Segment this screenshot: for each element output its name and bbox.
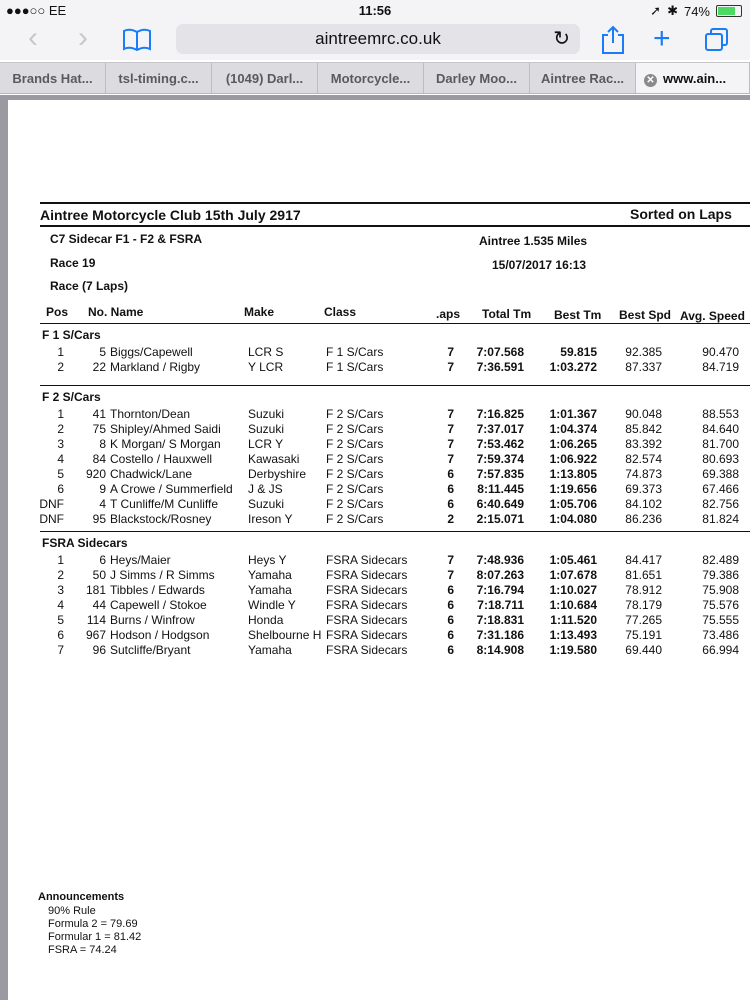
cell-total-time: 8:14.908 <box>476 643 524 657</box>
cell-make: Suzuki <box>248 422 285 436</box>
tab-darley-moor[interactable]: Darley Moo... <box>424 63 530 93</box>
cell-class: F 1 S/Cars <box>326 360 384 374</box>
cell-best-time: 1:04.374 <box>549 422 597 436</box>
race-laps: Race (7 Laps) <box>50 279 129 293</box>
clock: 11:56 <box>358 3 392 18</box>
cell-pos: 3 <box>57 583 64 597</box>
cell-pos: 7 <box>57 643 64 657</box>
cell-rider-name: Shipley/Ahmed Saidi <box>110 422 221 436</box>
cell-car-number: 5 <box>99 345 106 359</box>
cell-rider-name: Thornton/Dean <box>110 407 191 421</box>
cell-total-time: 7:16.825 <box>476 407 524 421</box>
cell-car-number: 95 <box>92 512 106 526</box>
forward-icon[interactable]: › <box>78 21 88 54</box>
cell-best-speed: 78.912 <box>625 583 662 597</box>
cell-make: Suzuki <box>248 497 285 511</box>
cell-best-time: 1:06.265 <box>549 437 597 451</box>
cell-class: F 2 S/Cars <box>326 407 384 421</box>
cell-best-speed: 75.191 <box>625 628 662 642</box>
cell-best-speed: 69.373 <box>625 482 662 496</box>
header-best-speed: Best Spd <box>619 308 672 322</box>
cell-best-speed: 82.574 <box>625 452 662 466</box>
cell-laps: 7 <box>447 568 454 582</box>
race-datetime: 15/07/2017 16:13 <box>492 258 587 272</box>
cell-avg-speed: 84.719 <box>702 360 739 374</box>
share-icon[interactable] <box>600 25 626 55</box>
cell-total-time: 7:18.711 <box>477 598 524 612</box>
cell-best-time: 1:05.706 <box>549 497 597 511</box>
cell-make: Yamaha <box>248 568 292 582</box>
location-icon: ➚ <box>650 3 662 18</box>
cell-best-time: 1:03.272 <box>549 360 597 374</box>
cell-class: F 2 S/Cars <box>326 497 384 511</box>
cell-avg-speed: 66.994 <box>702 643 739 657</box>
battery-percent: 74% <box>683 3 710 19</box>
cell-car-number: 6 <box>99 553 106 567</box>
cell-car-number: 96 <box>92 643 106 657</box>
group-title: FSRA Sidecars <box>42 536 128 550</box>
cell-best-time: 1:06.922 <box>549 452 597 466</box>
cell-car-number: 8 <box>99 437 106 451</box>
sort-label: Sorted on Laps <box>630 206 732 222</box>
cell-laps: 7 <box>447 345 454 359</box>
cell-best-speed: 90.048 <box>625 407 662 421</box>
cell-avg-speed: 84.640 <box>702 422 739 436</box>
cell-avg-speed: 75.576 <box>702 598 739 612</box>
cell-best-speed: 86.236 <box>625 512 662 526</box>
announcement-line: Formular 1 = 81.42 <box>48 931 142 943</box>
tab-motorcycle[interactable]: Motorcycle... <box>318 63 424 93</box>
cell-car-number: 967 <box>85 628 106 642</box>
tab-brands-hatch[interactable]: Brands Hat... <box>0 63 106 93</box>
header-pos: Pos <box>46 305 69 319</box>
announcements-title: Announcements <box>38 891 125 903</box>
cell-best-time: 1:19.656 <box>549 482 597 496</box>
cell-best-time: 1:10.684 <box>549 598 597 612</box>
tab-strip <box>0 62 750 94</box>
cell-avg-speed: 81.824 <box>702 512 739 526</box>
cell-best-time: 1:04.080 <box>549 512 597 526</box>
cell-make: Ireson Y <box>248 512 293 526</box>
cell-pos: 2 <box>57 568 64 582</box>
cell-class: FSRA Sidecars <box>326 628 408 642</box>
cell-rider-name: Biggs/Capewell <box>110 345 193 359</box>
cell-laps: 7 <box>447 437 454 451</box>
status-bar <box>0 0 750 20</box>
cell-pos: DNF <box>39 497 64 511</box>
cell-pos: 5 <box>57 467 64 481</box>
header-total-time: Total Tm <box>482 307 532 321</box>
cell-total-time: 8:07.263 <box>476 568 524 582</box>
cell-rider-name: Blackstock/Rosney <box>110 512 212 526</box>
browser-toolbar <box>0 20 750 60</box>
cell-best-time: 1:13.805 <box>549 467 597 481</box>
cell-car-number: 920 <box>85 467 106 481</box>
cell-car-number: 114 <box>86 613 106 627</box>
header-class: Class <box>324 305 357 319</box>
cell-total-time: 8:11.445 <box>477 482 524 496</box>
page-viewport[interactable] <box>0 95 750 1000</box>
tab-tsl-timing[interactable]: tsl-timing.c... <box>106 63 212 93</box>
cell-laps: 6 <box>447 628 454 642</box>
cell-avg-speed: 82.489 <box>702 553 739 567</box>
cell-pos: 2 <box>57 422 64 436</box>
cell-best-time: 1:11.520 <box>550 613 597 627</box>
new-tab-icon[interactable]: + <box>653 22 671 55</box>
cell-best-speed: 74.873 <box>625 467 662 481</box>
cell-laps: 7 <box>447 407 454 421</box>
cell-laps: 6 <box>447 643 454 657</box>
cell-rider-name: Sutcliffe/Bryant <box>110 643 191 657</box>
cell-total-time: 7:37.017 <box>476 422 524 436</box>
header-no-name: No. Name <box>88 305 144 319</box>
cell-total-time: 7:31.186 <box>476 628 524 642</box>
cell-class: F 2 S/Cars <box>326 512 384 526</box>
cell-best-time: 1:10.027 <box>549 583 597 597</box>
cell-pos: DNF <box>39 512 64 526</box>
cell-rider-name: J Simms / R Simms <box>110 568 215 582</box>
cell-avg-speed: 69.388 <box>702 467 739 481</box>
cell-car-number: 4 <box>99 497 106 511</box>
cell-make: Honda <box>248 613 284 627</box>
announcement-line: 90% Rule <box>48 905 96 917</box>
race-class: C7 Sidecar F1 - F2 & FSRA <box>50 232 203 246</box>
cell-laps: 2 <box>447 512 454 526</box>
announcement-line: FSRA = 74.24 <box>48 944 117 956</box>
cell-total-time: 7:16.794 <box>476 583 524 597</box>
cell-avg-speed: 88.553 <box>702 407 739 421</box>
cell-pos: 1 <box>57 345 64 359</box>
cell-avg-speed: 90.470 <box>702 345 739 359</box>
cell-make: Windle Y <box>248 598 296 612</box>
cell-laps: 7 <box>447 422 454 436</box>
cell-pos: 4 <box>57 452 64 466</box>
reload-icon[interactable]: ↻ <box>553 28 570 50</box>
cell-laps: 7 <box>447 360 454 374</box>
cell-best-speed: 69.440 <box>625 643 662 657</box>
cell-class: FSRA Sidecars <box>326 598 408 612</box>
cell-best-speed: 92.385 <box>625 345 662 359</box>
cell-best-speed: 81.651 <box>625 568 662 582</box>
cell-best-speed: 78.179 <box>625 598 662 612</box>
cell-laps: 7 <box>447 452 454 466</box>
race-number: Race 19 <box>50 256 96 270</box>
cell-total-time: 7:36.591 <box>476 360 524 374</box>
back-icon[interactable]: ‹ <box>28 21 38 54</box>
cell-make: Derbyshire <box>248 467 307 481</box>
cell-avg-speed: 75.908 <box>702 583 739 597</box>
active-tab-label: www.ain... <box>663 71 727 86</box>
cell-make: Heys Y <box>248 553 287 567</box>
cell-car-number: 181 <box>85 583 106 597</box>
cell-class: FSRA Sidecars <box>326 583 408 597</box>
cell-pos: 6 <box>57 628 64 642</box>
cell-best-time: 59.815 <box>560 345 597 359</box>
cell-class: FSRA Sidecars <box>326 568 408 582</box>
cell-car-number: 50 <box>92 568 106 582</box>
cell-class: F 2 S/Cars <box>326 437 384 451</box>
cell-total-time: 7:48.936 <box>476 553 524 567</box>
cell-laps: 6 <box>447 467 454 481</box>
cell-class: FSRA Sidecars <box>326 553 408 567</box>
venue: Aintree 1.535 Miles <box>479 234 588 248</box>
cell-best-speed: 85.842 <box>625 422 662 436</box>
cell-class: FSRA Sidecars <box>326 613 408 627</box>
cell-avg-speed: 73.486 <box>702 628 739 642</box>
cell-total-time: 7:59.374 <box>476 452 524 466</box>
close-tab-icon[interactable]: ✕ <box>644 74 657 87</box>
cell-pos: 1 <box>57 407 64 421</box>
cell-total-time: 7:53.462 <box>476 437 524 451</box>
cell-avg-speed: 67.466 <box>702 482 739 496</box>
battery-icon <box>716 5 742 17</box>
cell-rider-name: T Cunliffe/M Cunliffe <box>110 497 219 511</box>
cell-class: F 2 S/Cars <box>326 422 384 436</box>
cell-best-time: 1:13.493 <box>549 628 597 642</box>
cell-car-number: 84 <box>92 452 106 466</box>
cell-make: LCR S <box>248 345 284 359</box>
cell-pos: 6 <box>57 482 64 496</box>
cell-laps: 6 <box>447 497 454 511</box>
cell-best-speed: 83.392 <box>625 437 662 451</box>
carrier: ●●●○○ EE <box>6 3 67 18</box>
cell-total-time: 2:15.071 <box>476 512 524 526</box>
cell-avg-speed: 82.756 <box>702 497 739 511</box>
cell-make: Y LCR <box>248 360 284 374</box>
cell-rider-name: Costello / Hauxwell <box>110 452 213 466</box>
cell-make: Yamaha <box>248 583 292 597</box>
cell-avg-speed: 75.555 <box>702 613 739 627</box>
cell-laps: 6 <box>447 482 454 496</box>
tab-aintree-racing[interactable]: Aintree Rac... <box>530 63 636 93</box>
cell-best-time: 1:05.461 <box>549 553 597 567</box>
tab-active[interactable] <box>636 63 750 93</box>
cell-total-time: 7:18.831 <box>476 613 524 627</box>
cell-best-speed: 87.337 <box>625 360 662 374</box>
cell-best-speed: 84.417 <box>625 553 662 567</box>
cell-pos: 5 <box>57 613 64 627</box>
cell-avg-speed: 79.386 <box>702 568 739 582</box>
cell-class: F 2 S/Cars <box>326 467 384 481</box>
cell-class: F 2 S/Cars <box>326 482 384 496</box>
cell-make: LCR Y <box>248 437 284 451</box>
cell-make: Yamaha <box>248 643 292 657</box>
cell-make: J & JS <box>248 482 283 496</box>
cell-laps: 6 <box>447 613 454 627</box>
cell-rider-name: A Crowe / Summerfield <box>110 482 233 496</box>
report-title: Aintree Motorcycle Club 15th July 2917 <box>40 207 301 223</box>
header-laps: .aps <box>436 307 461 321</box>
cell-laps: 6 <box>447 598 454 612</box>
cell-car-number: 44 <box>92 598 106 612</box>
results-document <box>8 100 750 1005</box>
address-bar[interactable] <box>176 24 580 54</box>
cell-rider-name: Burns / Winfrow <box>110 613 195 627</box>
cell-class: F 1 S/Cars <box>326 345 384 359</box>
cell-rider-name: Chadwick/Lane <box>110 467 193 481</box>
cell-car-number: 22 <box>92 360 106 374</box>
cell-rider-name: Capewell / Stokoe <box>110 598 207 612</box>
cell-class: FSRA Sidecars <box>326 643 408 657</box>
status-right <box>650 3 742 19</box>
cell-rider-name: Heys/Maier <box>110 553 171 567</box>
group-title: F 1 S/Cars <box>42 328 101 342</box>
cell-make: Kawasaki <box>248 452 300 466</box>
cell-car-number: 41 <box>92 407 106 421</box>
cell-rider-name: Tibbles / Edwards <box>110 583 205 597</box>
bookmarks-icon[interactable] <box>122 28 152 52</box>
header-avg-speed: Avg. Speed <box>680 309 745 323</box>
cell-class: F 2 S/Cars <box>326 452 384 466</box>
cell-rider-name: Markland / Rigby <box>110 360 201 374</box>
cell-total-time: 7:57.835 <box>476 467 524 481</box>
cell-pos: 4 <box>57 598 64 612</box>
cell-laps: 7 <box>447 553 454 567</box>
cell-pos: 3 <box>57 437 64 451</box>
cell-total-time: 7:07.568 <box>476 345 524 359</box>
announcement-line: Formula 2 = 79.69 <box>48 918 138 930</box>
cell-best-speed: 84.102 <box>625 497 662 511</box>
tab-darl[interactable]: (1049) Darl... <box>212 63 318 93</box>
cell-rider-name: Hodson / Hodgson <box>110 628 210 642</box>
cell-car-number: 75 <box>92 422 106 436</box>
header-best-time: Best Tm <box>554 308 602 322</box>
url-text: aintreemrc.co.uk <box>315 29 441 48</box>
cell-laps: 6 <box>447 583 454 597</box>
cell-pos: 1 <box>57 553 64 567</box>
header-make: Make <box>244 305 275 319</box>
tabs-overview-icon[interactable] <box>704 27 730 53</box>
cell-car-number: 9 <box>99 482 106 496</box>
cell-pos: 2 <box>57 360 64 374</box>
cell-rider-name: K Morgan/ S Morgan <box>110 437 221 451</box>
cell-best-speed: 77.265 <box>625 613 662 627</box>
cell-best-time: 1:01.367 <box>549 407 597 421</box>
bluetooth-icon: ✱ <box>667 3 678 18</box>
cell-best-time: 1:07.678 <box>549 568 597 582</box>
group-title: F 2 S/Cars <box>42 390 101 404</box>
cell-avg-speed: 81.700 <box>702 437 739 451</box>
cell-make: Shelbourne H <box>248 628 322 642</box>
cell-avg-speed: 80.693 <box>702 452 739 466</box>
cell-best-time: 1:19.580 <box>549 643 597 657</box>
cell-total-time: 6:40.649 <box>476 497 524 511</box>
cell-make: Suzuki <box>248 407 285 421</box>
